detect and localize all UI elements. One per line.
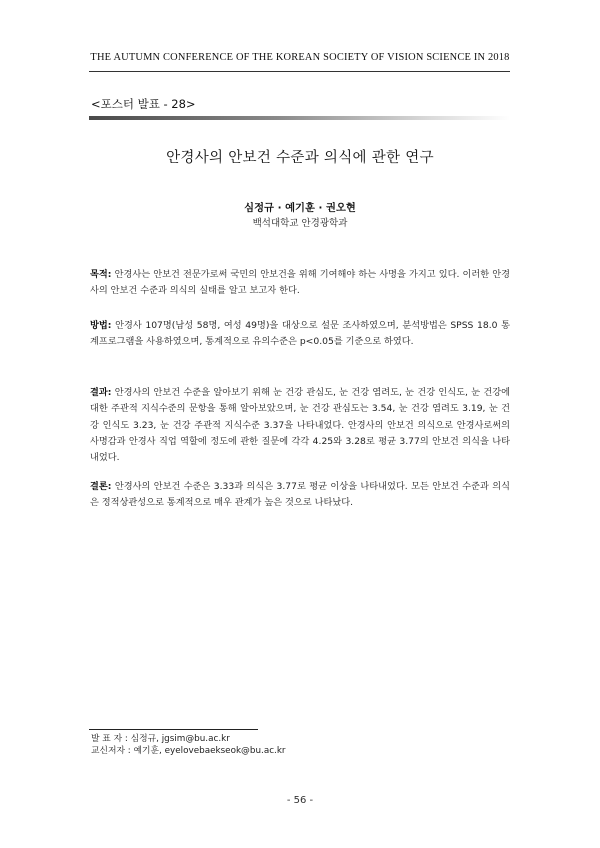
affiliation: 백석대학교 안경광학과	[252, 218, 348, 229]
footnote-corresponding-author: 교신저자 : 예기훈, eyelovebaekseok@bu.ac.kr	[91, 746, 286, 756]
poster-label-bar	[89, 116, 510, 120]
footnote-presenter: 발 표 자 : 심정규, jgsim@bu.ac.kr	[91, 734, 230, 744]
conference-header: THE AUTUMN CONFERENCE OF THE KOREAN SOCIETY OF VISION SCIENCE IN 2018	[90, 52, 510, 63]
section-label: 방법:	[90, 320, 112, 331]
poster-label: <포스터 발표 - 28>	[91, 97, 196, 111]
section-conclusion	[90, 479, 510, 512]
paper-title: 안경사의 안보건 수준과 의식에 관한 연구	[166, 150, 434, 166]
header-divider	[89, 71, 510, 72]
section-label: 목적:	[90, 269, 112, 280]
section-text: 안경사 107명(남성 58명, 여성 49명)을 대상으로 설문 조사하였으며, 분석방법은 SPSS 18.0 통계프로그램을 사용하였으며, 통계적으로 유의수준은 p<0.05를 기준으로 하였다.	[90, 320, 510, 348]
authors: 심정규 · 예기훈 · 권오현	[244, 202, 356, 214]
section-purpose	[90, 267, 510, 300]
section-text: 안경사는 안보건 전문가로써 국민의 안보건을 위해 기여해야 하는 사명을 가지고 있다. 이러한 안경사의 안보건 수준과 의식의 실태를 알고 보고자 한다.	[90, 269, 510, 297]
section-results	[90, 385, 510, 466]
section-label: 결론:	[90, 481, 112, 492]
section-method	[90, 318, 510, 351]
section-text: 안경사의 안보건 수준을 알아보기 위해 눈 건강 관심도, 눈 건강 염려도, 눈 건강 인식도, 눈 건강에 대한 주관적 지식수준의 문항을 통해 알아보았으며, 눈 건강 관심도는 3.54, 눈 건강 염려도 3.19, 눈 건강 인식도 3.23, 눈 건강 주관적 지식수준 3.37을 나타내었다. 안경사의 안보건 의식으로 안경사로써의 사명감과 안경사 직업 역할에 정도에 관한 질문에 각각 4.25와 3.28로 평균 3.77의 안보건 의식을 나타내었다.	[90, 387, 510, 464]
footnote-divider	[89, 729, 258, 730]
section-label: 결과:	[90, 387, 112, 398]
section-text: 안경사의 안보건 수준은 3.33과 의식은 3.77로 평균 이상을 나타내었다. 모든 안보건 수준과 의식은 정적상관성으로 통계적으로 매우 관계가 높은 것으로 나타났다.	[90, 481, 510, 509]
page-number: - 56 -	[286, 795, 314, 806]
